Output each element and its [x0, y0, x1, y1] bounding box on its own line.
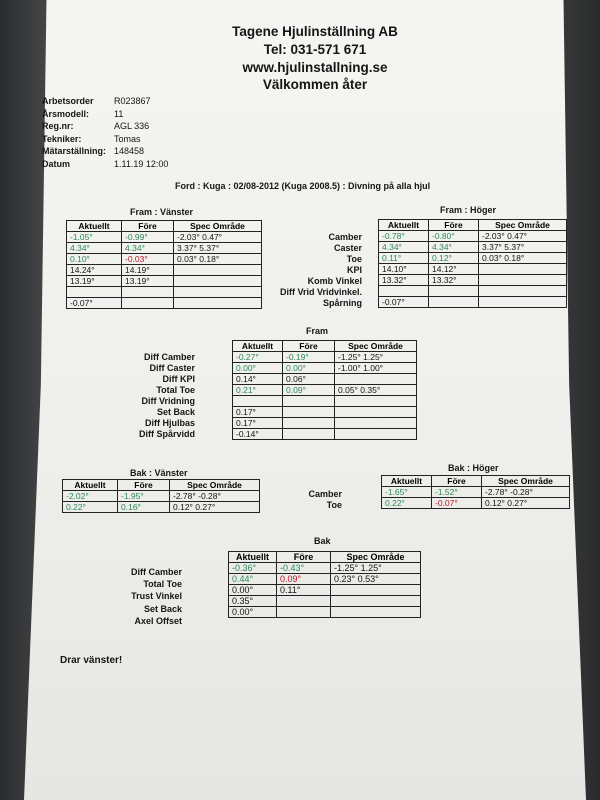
row-label: Diff KPI: [162, 374, 195, 384]
col-actual: Aktuellt: [233, 341, 283, 352]
cell-actual: -0.07°: [379, 297, 429, 308]
cell-before: 0.11°: [277, 585, 331, 596]
front-axle-title: Fram: [306, 326, 329, 336]
cell-actual: 13.19°: [67, 276, 122, 287]
table-row: [67, 276, 262, 287]
cell-spec: -2.78° -0.28°: [170, 491, 260, 502]
table-row: [379, 286, 567, 297]
cell-before: 13.32°: [429, 275, 479, 286]
table-row: [233, 407, 417, 418]
cell-spec: [174, 265, 262, 276]
cell-actual: 0.00°: [229, 585, 277, 596]
cell-before: 0.16°: [118, 502, 170, 513]
col-spec: Spec Område: [331, 552, 421, 563]
cell-spec: 0.03° 0.18°: [479, 253, 567, 264]
col-actual: Aktuellt: [63, 480, 118, 491]
cell-spec: 3.37° 5.37°: [479, 242, 567, 253]
cell-before: 0.12°: [429, 253, 479, 264]
cell-before: [122, 287, 174, 298]
cell-before: 0.09°: [277, 574, 331, 585]
cell-spec: [174, 276, 262, 287]
cell-spec: [335, 429, 417, 440]
cell-before: -1.95°: [118, 491, 170, 502]
cell-before: -0.80°: [429, 231, 479, 242]
meta-value: Tomas: [114, 133, 141, 144]
cell-spec: 0.12° 0.27°: [170, 502, 260, 513]
table-row: [233, 418, 417, 429]
col-before: Före: [283, 341, 335, 352]
meta-label: Årsmodell:: [42, 108, 90, 119]
cell-actual: 14.24°: [67, 265, 122, 276]
col-actual: Aktuellt: [67, 221, 122, 232]
meta-labels: [42, 95, 106, 170]
cell-actual: [67, 287, 122, 298]
front-right-table: [378, 219, 567, 308]
cell-actual: 0.44°: [229, 574, 277, 585]
front-axle-labels: [110, 352, 195, 440]
cell-actual: -0.14°: [233, 429, 283, 440]
cell-spec: [331, 585, 421, 596]
cell-spec: [335, 396, 417, 407]
meta-label: Datum: [42, 158, 71, 169]
col-spec: Spec Område: [335, 341, 417, 352]
table-row: [67, 243, 262, 254]
table-row: [63, 491, 260, 502]
meta-label: Reg.nr:: [42, 121, 74, 131]
cell-actual: -0.78°: [379, 231, 429, 242]
table-row: [67, 298, 262, 309]
row-label: Total Toe: [143, 579, 182, 590]
row-label: Camber: [308, 489, 342, 499]
rear-axle-table: [228, 551, 421, 618]
company-phone: Tel: 031-571 671: [263, 42, 367, 57]
table-header-row: [233, 341, 417, 352]
cell-actual: 0.35°: [229, 596, 277, 607]
col-spec: Spec Område: [174, 221, 262, 232]
cell-actual: [233, 396, 283, 407]
col-before: Före: [429, 220, 479, 231]
cell-actual: -0.27°: [233, 352, 283, 363]
cell-before: [429, 297, 479, 308]
cell-spec: [479, 286, 567, 297]
table-row: [67, 254, 262, 265]
rear-right-title: Bak : Höger: [448, 463, 499, 473]
table-row: [229, 596, 421, 607]
table-header-row: [67, 221, 262, 232]
row-label: Spårning: [322, 298, 362, 308]
front-left-title: Fram : Vänster: [130, 207, 194, 217]
meta-label: Arbetsorder: [42, 96, 94, 106]
cell-before: 0.09°: [283, 385, 335, 396]
cell-spec: [335, 407, 417, 418]
table-row: [379, 231, 567, 242]
cell-before: [122, 298, 174, 309]
row-label: Diff Camber: [143, 352, 195, 362]
cell-spec: [174, 287, 262, 298]
table-row: [379, 275, 567, 286]
cell-spec: 0.23° 0.53°: [331, 574, 421, 585]
front-right-title: Fram : Höger: [440, 205, 497, 215]
cell-before: 0.06°: [283, 374, 335, 385]
table-row: [233, 385, 417, 396]
row-label: Diff Caster: [149, 363, 195, 373]
note: Drar vänster!: [60, 655, 123, 666]
row-label: Diff Hjulbas: [144, 418, 195, 428]
company-website: www.hjulinstallning.se: [242, 60, 388, 75]
rear-left-table: [62, 479, 260, 513]
col-before: Före: [432, 476, 482, 487]
rear-right-table: [381, 475, 570, 509]
meta-value: 1.11.19 12:00: [114, 158, 169, 169]
table-row: [229, 574, 421, 585]
cell-spec: -2.03° 0.47°: [479, 231, 567, 242]
cell-spec: [331, 607, 421, 618]
cell-before: -0.03°: [122, 254, 174, 265]
table-row: [233, 352, 417, 363]
col-actual: Aktuellt: [382, 476, 432, 487]
cell-spec: [335, 418, 417, 429]
cell-actual: 4.34°: [379, 242, 429, 253]
row-label: Set Back: [156, 407, 195, 417]
col-before: Före: [122, 221, 174, 232]
table-row: [63, 502, 260, 513]
row-label: Diff Vridning: [141, 396, 195, 406]
table-header-row: [382, 476, 570, 487]
cell-before: [283, 429, 335, 440]
row-label: Diff Spårvidd: [138, 429, 195, 439]
cell-spec: [479, 297, 567, 308]
rear-axle-title: Bak: [314, 536, 331, 546]
row-label: Axel Offset: [134, 615, 182, 626]
col-actual: Aktuellt: [229, 552, 277, 563]
cell-before: 14.12°: [429, 264, 479, 275]
col-spec: Spec Område: [482, 476, 570, 487]
table-row: [233, 396, 417, 407]
cell-spec: 0.12° 0.27°: [482, 498, 570, 509]
table-row: [233, 429, 417, 440]
cell-actual: -2.02°: [63, 491, 118, 502]
cell-actual: [379, 286, 429, 297]
meta-value: 11: [114, 108, 124, 119]
cell-before: -1.52°: [432, 487, 482, 498]
cell-spec: [479, 264, 567, 275]
cell-actual: 0.00°: [233, 363, 283, 374]
cell-spec: 0.05° 0.35°: [335, 385, 417, 396]
row-label: Diff Vrid Vridvinkel.: [279, 287, 362, 297]
table-row: [379, 253, 567, 264]
cell-spec: -2.78° -0.28°: [482, 487, 570, 498]
greeting: Välkommen åter: [262, 77, 368, 92]
cell-actual: 4.34°: [67, 243, 122, 254]
cell-actual: 0.11°: [379, 253, 429, 264]
table-header-row: [229, 552, 421, 563]
table-row: [382, 498, 570, 509]
front-axle-table: [232, 340, 417, 440]
meta-value: R023867: [114, 96, 151, 106]
cell-spec: -1.25° 1.25°: [335, 352, 417, 363]
meta-label: Mätarställning:: [42, 146, 107, 156]
cell-before: [283, 407, 335, 418]
cell-before: -0.19°: [283, 352, 335, 363]
table-row: [229, 607, 421, 618]
cell-before: -0.99°: [122, 232, 174, 243]
table-row: [379, 297, 567, 308]
cell-spec: [479, 275, 567, 286]
cell-actual: 13.32°: [379, 275, 429, 286]
col-before: Före: [118, 480, 170, 491]
table-header-row: [379, 220, 567, 231]
col-spec: Spec Område: [170, 480, 260, 491]
cell-actual: 14.10°: [379, 264, 429, 275]
rear-axle-labels: [95, 566, 182, 627]
cell-before: [277, 596, 331, 607]
cell-spec: [331, 596, 421, 607]
cell-actual: -1.05°: [67, 232, 122, 243]
table-row: [67, 232, 262, 243]
front-wheel-labels: [262, 232, 362, 309]
row-label: Toe: [346, 254, 362, 264]
cell-spec: 3.37° 5.37°: [174, 243, 262, 254]
company-name: Tagene Hjulinställning AB: [232, 24, 398, 39]
vehicle-description: Ford : Kuga : 02/08-2012 (Kuga 2008.5) : Divning på alla hjul: [175, 181, 431, 191]
cell-before: [283, 396, 335, 407]
col-spec: Spec Område: [479, 220, 567, 231]
meta-values: [114, 95, 168, 170]
table-row: [67, 265, 262, 276]
table-row: [233, 374, 417, 385]
rear-left-title: Bak : Vänster: [130, 468, 188, 478]
cell-spec: [335, 374, 417, 385]
table-row: [379, 242, 567, 253]
cell-actual: -0.36°: [229, 563, 277, 574]
cell-before: 4.34°: [122, 243, 174, 254]
cell-before: 4.34°: [429, 242, 479, 253]
col-before: Före: [277, 552, 331, 563]
cell-spec: 0.03° 0.18°: [174, 254, 262, 265]
cell-actual: 0.00°: [229, 607, 277, 618]
cell-before: [277, 607, 331, 618]
row-label: Diff Camber: [130, 567, 182, 577]
row-label: Total Toe: [156, 385, 195, 395]
table-row: [233, 363, 417, 374]
cell-spec: [174, 298, 262, 309]
cell-actual: 0.17°: [233, 418, 283, 429]
row-label: Caster: [333, 243, 362, 253]
cell-spec: -1.00° 1.00°: [335, 363, 417, 374]
meta-value: AGL 336: [114, 121, 150, 131]
cell-actual: 0.17°: [233, 407, 283, 418]
table-row: [229, 563, 421, 574]
cell-actual: 0.22°: [63, 502, 118, 513]
row-label: Toe: [326, 500, 342, 510]
cell-actual: -1.65°: [382, 487, 432, 498]
cell-before: 0.00°: [283, 363, 335, 374]
table-row: [67, 287, 262, 298]
cell-before: 14.19°: [122, 265, 174, 276]
cell-spec: -2.03° 0.47°: [174, 232, 262, 243]
table-header-row: [63, 480, 260, 491]
rear-wheel-labels: [290, 489, 342, 511]
cell-before: -0.43°: [277, 563, 331, 574]
row-label: KPI: [346, 265, 362, 275]
row-label: Set Back: [143, 603, 182, 614]
cell-before: 13.19°: [122, 276, 174, 287]
row-label: Trust Vinkel: [131, 591, 182, 602]
cell-actual: 0.14°: [233, 374, 283, 385]
col-actual: Aktuellt: [379, 220, 429, 231]
cell-before: -0.07°: [432, 498, 482, 509]
cell-actual: -0.07°: [67, 298, 122, 309]
row-label: Komb Vinkel: [307, 276, 362, 286]
meta-label: Tekniker:: [42, 133, 82, 144]
table-row: [382, 487, 570, 498]
meta-value: 148458: [114, 146, 145, 156]
table-row: [379, 264, 567, 275]
front-left-table: [66, 220, 262, 309]
row-label: Camber: [328, 232, 362, 242]
cell-before: [283, 418, 335, 429]
cell-actual: 0.21°: [233, 385, 283, 396]
cell-before: [429, 286, 479, 297]
cell-actual: 0.22°: [382, 498, 432, 509]
cell-spec: -1.25° 1.25°: [331, 563, 421, 574]
table-row: [229, 585, 421, 596]
cell-actual: 0.10°: [67, 254, 122, 265]
